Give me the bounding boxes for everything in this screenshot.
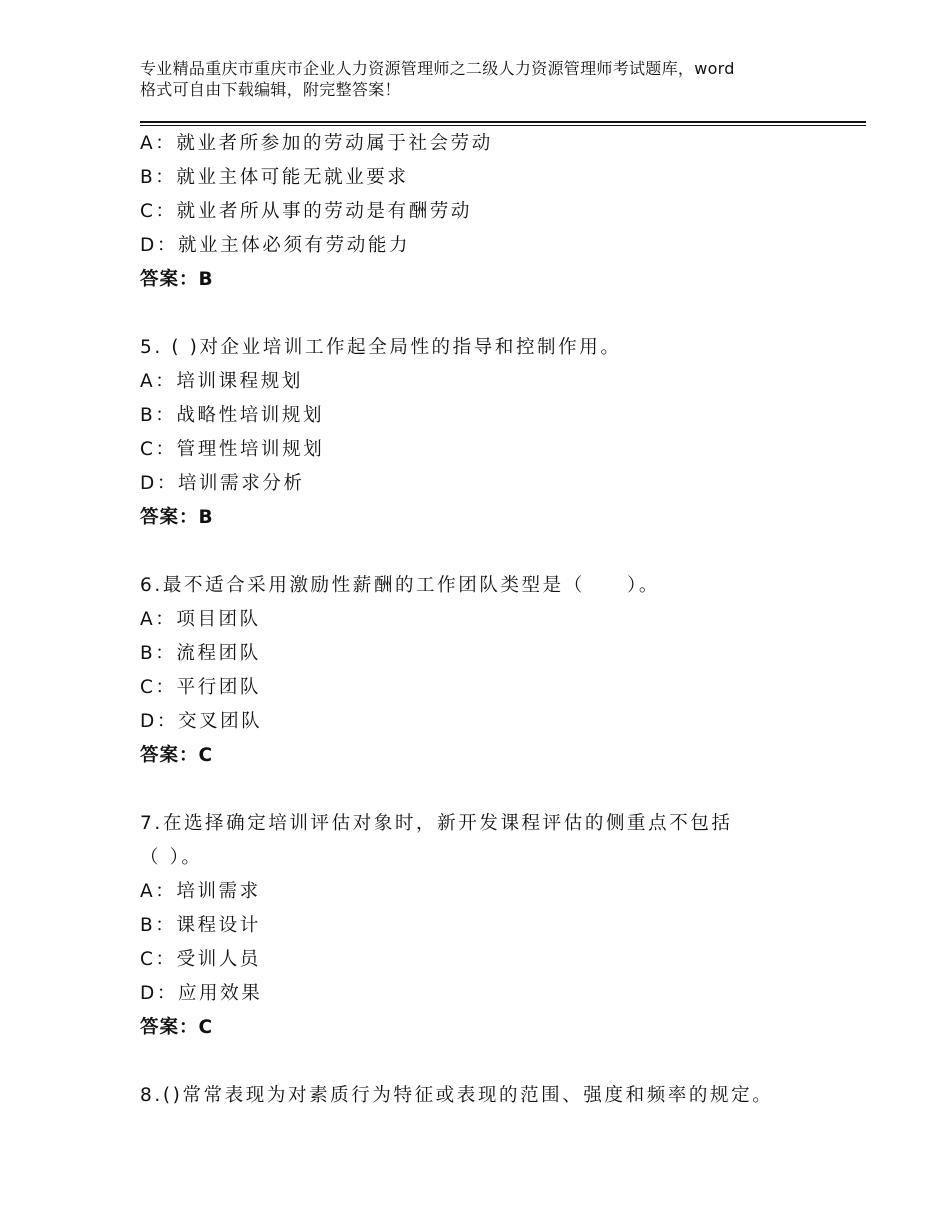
block-spacer <box>140 773 870 807</box>
document-header <box>140 58 840 100</box>
option-b: B：课程设计 <box>140 915 261 936</box>
option-b: B：流程团队 <box>140 643 261 664</box>
question-text: 8.()常常表现为对素质行为特征或表现的范围、强度和频率的规定。 <box>140 1085 774 1106</box>
header-divider-thick <box>140 121 866 123</box>
question-block <box>140 127 870 297</box>
answer-line: 答案：B <box>140 269 214 290</box>
block-spacer <box>140 1045 870 1079</box>
option-d: D：培训需求分析 <box>140 473 305 494</box>
question-block <box>140 331 870 535</box>
option-a: A：培训需求 <box>140 881 261 902</box>
option-b: B：战略性培训规划 <box>140 405 325 426</box>
question-list <box>140 127 870 1113</box>
option-d: D：应用效果 <box>140 983 263 1004</box>
option-d: D：就业主体必须有劳动能力 <box>140 235 411 256</box>
header-line-1: 专业精品重庆市重庆市企业人力资源管理师之二级人力资源管理师考试题库，word <box>140 59 735 78</box>
option-a: A：就业者所参加的劳动属于社会劳动 <box>140 133 493 154</box>
option-c: C：受训人员 <box>140 949 262 970</box>
block-spacer <box>140 297 870 331</box>
header-divider-thin <box>140 125 866 126</box>
option-d: D：交叉团队 <box>140 711 263 732</box>
option-c: C：就业者所从事的劳动是有酬劳动 <box>140 201 473 222</box>
option-a: A：培训课程规划 <box>140 371 303 392</box>
question-text: 6.最不适合采用激励性薪酬的工作团队类型是（ ）。 <box>140 575 661 596</box>
header-line-2: 格式可自由下载编辑，附完整答案！ <box>140 80 401 99</box>
answer-line: 答案：C <box>140 1017 214 1038</box>
question-block <box>140 807 870 1045</box>
option-c: C：管理性培训规划 <box>140 439 325 460</box>
option-c: C：平行团队 <box>140 677 262 698</box>
answer-line: 答案：C <box>140 745 214 766</box>
question-text-line-2: （ ）。 <box>140 847 203 868</box>
answer-line: 答案：B <box>140 507 214 528</box>
question-block <box>140 569 870 773</box>
option-b: B：就业主体可能无就业要求 <box>140 167 409 188</box>
option-a: A：项目团队 <box>140 609 261 630</box>
block-spacer <box>140 535 870 569</box>
question-block <box>140 1079 870 1113</box>
question-text: 5. ( )对企业培训工作起全局性的指导和控制作用。 <box>140 337 622 358</box>
question-text-line-1: 7.在选择确定培训评估对象时，新开发课程评估的侧重点不包括 <box>140 813 733 834</box>
